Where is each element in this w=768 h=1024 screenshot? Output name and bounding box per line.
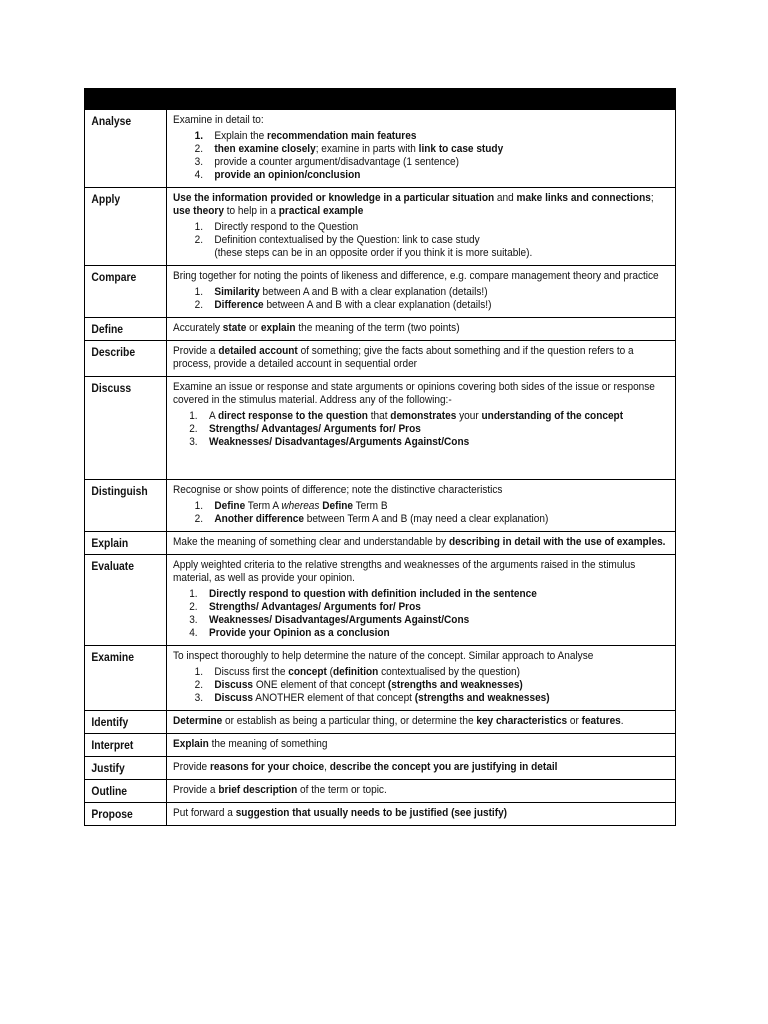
text-run: the meaning of something bbox=[208, 738, 328, 750]
italic-text: whereas bbox=[281, 500, 320, 512]
description-text bbox=[173, 784, 666, 797]
bold-text: Discuss bbox=[214, 692, 254, 704]
bold-text: then examine closely bbox=[214, 143, 316, 155]
bold-text: demonstrates bbox=[390, 410, 457, 422]
list-number: 1. bbox=[189, 588, 198, 600]
list-item bbox=[173, 627, 666, 640]
description-content bbox=[173, 807, 666, 820]
list-note: (these steps can be in an opposite order if you think it is more suitable). bbox=[214, 247, 533, 259]
text-run: To inspect thoroughly to help determine the nature of the concept. Similar approach to Analyse bbox=[173, 650, 594, 662]
term-label: Interpret bbox=[91, 740, 134, 752]
bold-text: detailed account bbox=[218, 345, 298, 357]
description-text bbox=[173, 192, 666, 218]
list-item bbox=[173, 130, 666, 143]
bold-text: Define bbox=[214, 500, 246, 512]
numbered-list bbox=[173, 410, 666, 449]
bold-text: describing in detail with the use of examples. bbox=[448, 536, 666, 548]
term-cell bbox=[85, 711, 167, 734]
description-cell bbox=[167, 110, 676, 188]
bold-text: Strengths/ Advantages/ Arguments for/ Pros bbox=[209, 423, 421, 435]
text-run: Apply weighted criteria to the relative strengths and weaknesses of the arguments raised in the stimulus material, as well as provide your opinion. bbox=[173, 559, 636, 584]
term-label: Examine bbox=[91, 652, 134, 664]
bold-text: direct response to the question bbox=[217, 410, 368, 422]
table-header bbox=[85, 89, 676, 110]
text-run: between A and B with a clear explanation (details!) bbox=[263, 299, 492, 311]
description-text bbox=[173, 270, 666, 283]
description-cell bbox=[167, 318, 676, 341]
bold-text: definition bbox=[333, 666, 379, 678]
bold-text: provide an opinion/conclusion bbox=[214, 169, 361, 181]
list-item bbox=[173, 666, 666, 679]
text-run: that bbox=[367, 410, 391, 422]
description-content bbox=[173, 192, 666, 260]
table-row bbox=[85, 188, 676, 266]
text-run: ; bbox=[650, 192, 654, 204]
term-label: Compare bbox=[91, 272, 137, 284]
list-number: 4. bbox=[189, 627, 198, 639]
table-row bbox=[85, 532, 676, 555]
bold-text: state bbox=[222, 322, 247, 334]
bold-text: Provide your Opinion as a conclusion bbox=[209, 627, 390, 639]
bold-text: Another difference bbox=[214, 513, 304, 525]
list-number: 2. bbox=[194, 234, 204, 246]
list-number: 3. bbox=[194, 692, 204, 704]
text-run: ; examine in parts with bbox=[315, 143, 419, 155]
list-number: 2. bbox=[194, 299, 204, 311]
term-cell bbox=[85, 341, 167, 377]
bold-text: Discuss bbox=[214, 679, 254, 691]
text-run: to help in a bbox=[223, 205, 279, 217]
list-item bbox=[173, 286, 666, 299]
table-row bbox=[85, 110, 676, 188]
description-text bbox=[173, 559, 666, 585]
bold-text: Strengths/ Advantages/ Arguments for/ Pros bbox=[209, 601, 421, 613]
bold-text: (strengths and weaknesses) bbox=[414, 692, 550, 704]
description-text bbox=[173, 381, 666, 407]
text-run: , bbox=[324, 761, 330, 773]
text-run: Make the meaning of something clear and understandable by bbox=[173, 536, 449, 548]
list-number: 2. bbox=[194, 513, 204, 525]
term-cell bbox=[85, 318, 167, 341]
text-run: contextualised by the question) bbox=[378, 666, 520, 678]
text-run: Examine in detail to: bbox=[173, 114, 264, 126]
bold-text: Similarity bbox=[214, 286, 260, 298]
list-item bbox=[173, 588, 666, 601]
description-cell bbox=[167, 532, 676, 555]
term-label: Describe bbox=[91, 347, 136, 359]
description-content bbox=[173, 345, 666, 371]
bold-text: recommendation main features bbox=[267, 130, 417, 142]
description-cell bbox=[167, 555, 676, 646]
term-label: Justify bbox=[91, 763, 125, 775]
bold-text: Difference bbox=[214, 299, 264, 311]
bold-text: link to case study bbox=[418, 143, 504, 155]
description-text bbox=[173, 322, 666, 335]
text-run: between Term A and B (may need a clear explanation) bbox=[303, 513, 549, 525]
term-cell bbox=[85, 780, 167, 803]
description-content bbox=[173, 536, 666, 549]
list-number: 2. bbox=[189, 423, 198, 435]
text-run: Put forward a bbox=[173, 807, 236, 819]
term-cell bbox=[85, 734, 167, 757]
list-item bbox=[173, 679, 666, 692]
text-run: ONE element of that concept bbox=[253, 679, 388, 691]
term-label: Explain bbox=[91, 538, 129, 550]
numbered-list bbox=[173, 666, 666, 705]
description-cell bbox=[167, 646, 676, 711]
bold-text: practical example bbox=[278, 205, 364, 217]
list-number: 1. bbox=[194, 130, 204, 142]
list-number: 1. bbox=[189, 410, 198, 422]
bold-text: describe the concept you are justifying in detail bbox=[329, 761, 558, 773]
text-run: provide a counter argument/disadvantage (1 sentence) bbox=[214, 156, 460, 168]
description-content bbox=[173, 650, 666, 705]
list-item bbox=[173, 410, 666, 423]
list-item bbox=[173, 156, 666, 169]
command-terms-table bbox=[84, 88, 676, 826]
description-cell bbox=[167, 266, 676, 318]
text-run: Definition contextualised by the Question: link to case study bbox=[214, 234, 480, 246]
description-content bbox=[173, 559, 666, 640]
description-text bbox=[173, 484, 666, 497]
description-content bbox=[173, 322, 666, 335]
text-run: or bbox=[567, 715, 582, 727]
bold-text: features bbox=[581, 715, 621, 727]
description-cell bbox=[167, 780, 676, 803]
bold-text: Explain bbox=[173, 738, 209, 750]
table-row bbox=[85, 318, 676, 341]
term-label: Distinguish bbox=[91, 486, 148, 498]
text-run: of something; give the facts about something and if the question refers to a process, provide a detailed account in sequential order bbox=[173, 345, 634, 370]
text-run: Examine an issue or response and state arguments or opinions covering both sides of the issue or response covered in the stimulus material. Address any of the following:- bbox=[173, 381, 655, 406]
term-cell bbox=[85, 377, 167, 480]
text-run: Bring together for noting the points of likeness and difference, e.g. compare management theory and practice bbox=[173, 270, 659, 282]
text-run: Recognise or show points of difference; note the distinctive characteristics bbox=[173, 484, 503, 496]
bold-text: explain bbox=[260, 322, 296, 334]
bold-text: reasons for your choice bbox=[209, 761, 325, 773]
text-run: Provide a bbox=[173, 784, 219, 796]
description-cell bbox=[167, 711, 676, 734]
text-run: Accurately bbox=[173, 322, 223, 334]
description-text bbox=[173, 114, 666, 127]
bold-text: Directly respond to question with definition included in the sentence bbox=[209, 588, 537, 600]
description-cell bbox=[167, 188, 676, 266]
text-run: ANOTHER element of that concept bbox=[253, 692, 415, 704]
text-run: A bbox=[209, 410, 218, 422]
table-row bbox=[85, 480, 676, 532]
list-number: 1. bbox=[194, 221, 204, 233]
term-cell bbox=[85, 757, 167, 780]
list-number: 1. bbox=[194, 286, 204, 298]
term-label: Outline bbox=[91, 786, 128, 798]
list-item bbox=[173, 299, 666, 312]
term-cell bbox=[85, 480, 167, 532]
description-text bbox=[173, 345, 666, 371]
description-cell bbox=[167, 377, 676, 480]
description-text bbox=[173, 738, 666, 751]
bold-text: suggestion that usually needs to be justified (see justify) bbox=[235, 807, 508, 819]
description-content bbox=[173, 784, 666, 797]
list-item bbox=[173, 169, 666, 182]
description-cell bbox=[167, 734, 676, 757]
term-cell bbox=[85, 803, 167, 826]
description-content bbox=[173, 761, 666, 774]
list-item bbox=[173, 614, 666, 627]
text-run: . bbox=[620, 715, 624, 727]
description-text bbox=[173, 536, 666, 549]
list-number: 3. bbox=[189, 614, 198, 626]
table-row bbox=[85, 803, 676, 826]
term-cell bbox=[85, 188, 167, 266]
table-row bbox=[85, 266, 676, 318]
list-item bbox=[173, 436, 666, 449]
bold-text: Determine bbox=[173, 715, 223, 727]
description-cell bbox=[167, 803, 676, 826]
list-item bbox=[173, 423, 666, 436]
description-text bbox=[173, 761, 666, 774]
description-content bbox=[173, 738, 666, 751]
bold-text: make links and connections bbox=[516, 192, 651, 204]
description-text bbox=[173, 650, 666, 663]
bold-text: Use the information provided or knowledge in a particular situation bbox=[173, 192, 495, 204]
list-item bbox=[173, 692, 666, 705]
description-cell bbox=[167, 757, 676, 780]
text-run: Provide bbox=[173, 761, 210, 773]
list-number: 2. bbox=[194, 143, 204, 155]
description-content bbox=[173, 270, 666, 312]
list-item bbox=[173, 234, 666, 247]
text-run: Directly respond to the Question bbox=[214, 221, 359, 233]
text-run: Discuss first the bbox=[214, 666, 289, 678]
list-item bbox=[173, 500, 666, 513]
bold-text: Define bbox=[322, 500, 354, 512]
bold-text: key characteristics bbox=[476, 715, 568, 727]
description-content bbox=[173, 484, 666, 526]
bold-text: (strengths and weaknesses) bbox=[387, 679, 523, 691]
term-label: Propose bbox=[91, 809, 133, 821]
text-run: Provide a bbox=[173, 345, 219, 357]
list-item bbox=[173, 601, 666, 614]
text-run: the meaning of the term (two points) bbox=[295, 322, 460, 334]
text-run: Explain the bbox=[214, 130, 268, 142]
table-row bbox=[85, 734, 676, 757]
numbered-list bbox=[173, 130, 666, 182]
table-row bbox=[85, 757, 676, 780]
text-run: of the term or topic. bbox=[297, 784, 387, 796]
list-number: 1. bbox=[194, 500, 204, 512]
text-run: between A and B with a clear explanation (details!) bbox=[259, 286, 488, 298]
term-label: Apply bbox=[91, 194, 121, 206]
table-row bbox=[85, 711, 676, 734]
description-cell bbox=[167, 480, 676, 532]
term-cell bbox=[85, 266, 167, 318]
text-run: Term A bbox=[245, 500, 282, 512]
description-content bbox=[173, 715, 666, 728]
description-content bbox=[173, 381, 666, 474]
text-run: or establish as being a particular thing, or determine the bbox=[222, 715, 477, 727]
term-cell bbox=[85, 110, 167, 188]
list-item bbox=[173, 513, 666, 526]
list-number: 3. bbox=[189, 436, 198, 448]
term-cell bbox=[85, 646, 167, 711]
spacer bbox=[173, 449, 666, 474]
term-label: Evaluate bbox=[91, 561, 134, 573]
term-label: Discuss bbox=[91, 383, 132, 395]
bold-text: understanding of the concept bbox=[481, 410, 624, 422]
term-label: Identify bbox=[91, 717, 129, 729]
numbered-list bbox=[173, 221, 666, 260]
numbered-list bbox=[173, 286, 666, 312]
description-cell bbox=[167, 341, 676, 377]
description-text bbox=[173, 715, 666, 728]
text-run: and bbox=[494, 192, 517, 204]
text-run: or bbox=[246, 322, 261, 334]
term-cell bbox=[85, 555, 167, 646]
text-run: your bbox=[456, 410, 482, 422]
numbered-list bbox=[173, 500, 666, 526]
bold-text: brief description bbox=[218, 784, 298, 796]
text-run: Term B bbox=[353, 500, 388, 512]
list-number: 1. bbox=[194, 666, 204, 678]
bold-text: use theory bbox=[173, 205, 224, 217]
term-label: Define bbox=[91, 324, 124, 336]
bold-text: concept bbox=[288, 666, 327, 678]
table-row bbox=[85, 780, 676, 803]
bold-text: Weaknesses/ Disadvantages/Arguments Against/Cons bbox=[209, 436, 470, 448]
table-row bbox=[85, 377, 676, 480]
list-number: 3. bbox=[194, 156, 204, 168]
description-content bbox=[173, 114, 666, 182]
table-row bbox=[85, 555, 676, 646]
numbered-list bbox=[173, 588, 666, 640]
header-cell-term bbox=[85, 89, 167, 110]
term-label: Analyse bbox=[91, 116, 132, 128]
list-number: 4. bbox=[194, 169, 204, 181]
table-row bbox=[85, 646, 676, 711]
text-run: ( bbox=[326, 666, 334, 678]
list-number: 2. bbox=[194, 679, 204, 691]
header-cell-description bbox=[167, 89, 676, 110]
list-number: 2. bbox=[189, 601, 198, 613]
table-body bbox=[85, 110, 676, 826]
description-text bbox=[173, 807, 666, 820]
term-cell bbox=[85, 532, 167, 555]
list-item bbox=[173, 221, 666, 234]
list-item bbox=[173, 143, 666, 156]
bold-text: Weaknesses/ Disadvantages/Arguments Against/Cons bbox=[209, 614, 470, 626]
table-row bbox=[85, 341, 676, 377]
